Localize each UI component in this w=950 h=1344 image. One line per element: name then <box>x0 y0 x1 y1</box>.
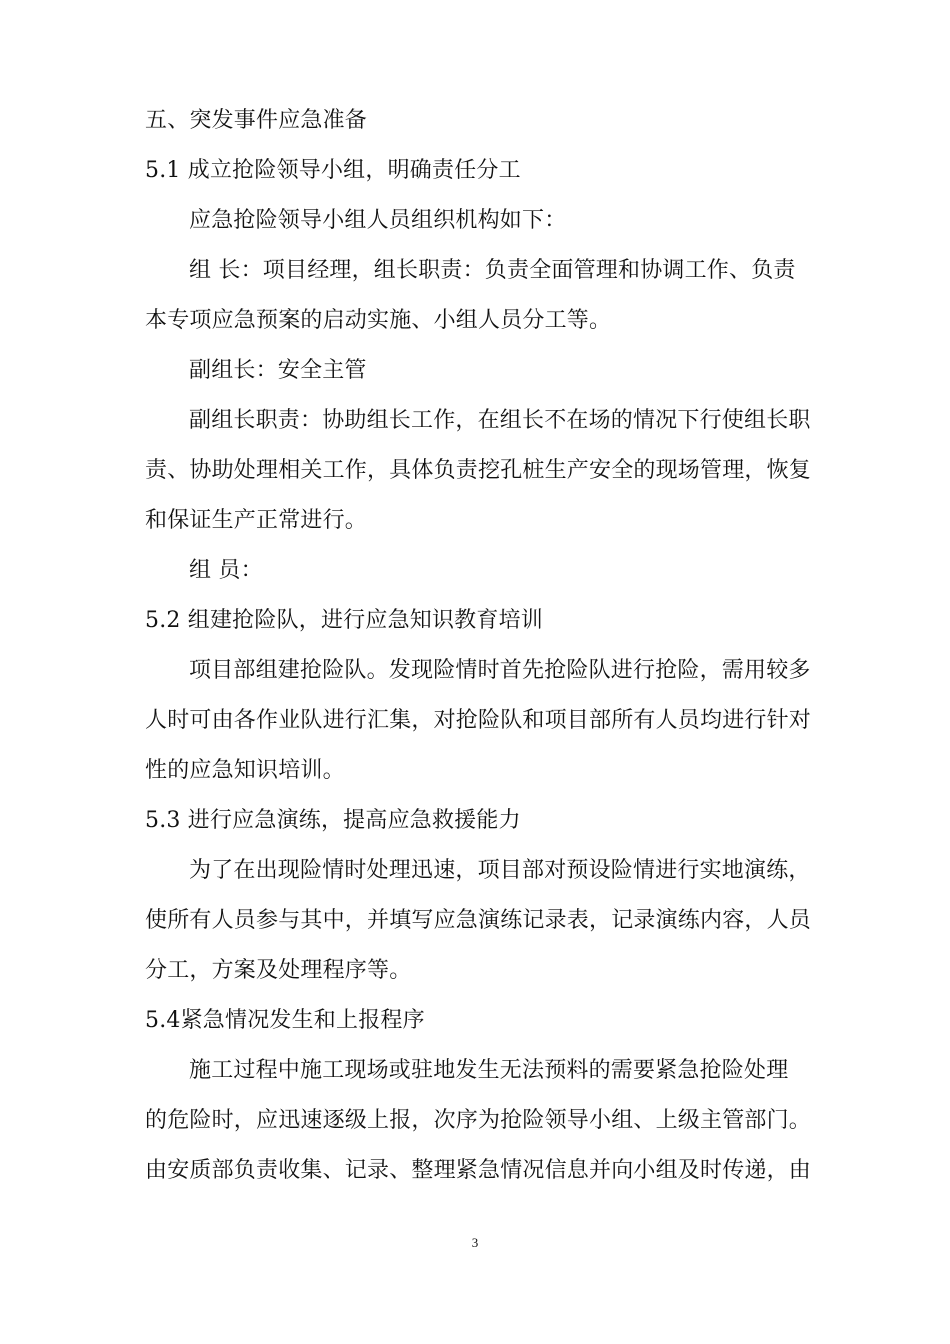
paragraph-line: 分工，方案及处理程序等。 <box>145 958 412 983</box>
paragraph-line: 使所有人员参与其中，并填写应急演练记录表，记录演练内容，人员 <box>145 908 812 933</box>
paragraph-line: 的危险时，应迅速逐级上报，次序为抢险领导小组、上级主管部门。 <box>145 1108 812 1133</box>
paragraph-line: 副组长职责：协助组长工作，在组长不在场的情况下行使组长职 <box>189 408 811 433</box>
page-number: 3 <box>471 1235 479 1250</box>
paragraph-line: 责、协助处理相关工作，具体负责挖孔桩生产安全的现场管理，恢复 <box>145 458 812 483</box>
subsection-heading-5-2: 5.2 组建抢险队，进行应急知识教育培训 <box>145 608 543 633</box>
paragraph-line: 项目部组建抢险队。发现险情时首先抢险队进行抢险，需用较多 <box>189 658 811 683</box>
paragraph-line: 应急抢险领导小组人员组织机构如下： <box>189 208 567 233</box>
paragraph-line: 副组长：安全主管 <box>189 358 367 383</box>
paragraph-line: 组 员： <box>189 558 263 583</box>
subsection-heading-5-1: 5.1 成立抢险领导小组，明确责任分工 <box>145 158 521 183</box>
paragraph-line: 组 长：项目经理，组长职责：负责全面管理和协调工作、负责 <box>189 258 796 283</box>
section-heading: 五、突发事件应急准备 <box>145 108 368 133</box>
paragraph-line: 为了在出现险情时处理迅速，项目部对预设险情进行实地演练， <box>189 858 811 883</box>
paragraph-line: 性的应急知识培训。 <box>145 758 345 783</box>
subsection-heading-5-4: 5.4紧急情况发生和上报程序 <box>145 1008 425 1033</box>
paragraph-line: 人时可由各作业队进行汇集，对抢险队和项目部所有人员均进行针对 <box>145 708 812 733</box>
paragraph-line: 施工过程中施工现场或驻地发生无法预料的需要紧急抢险处理 <box>189 1058 789 1083</box>
paragraph-line: 本专项应急预案的启动实施、小组人员分工等。 <box>145 308 612 333</box>
subsection-heading-5-3: 5.3 进行应急演练，提高应急救援能力 <box>145 808 521 833</box>
paragraph-line: 和保证生产正常进行。 <box>145 508 368 533</box>
paragraph-line: 由安质部负责收集、记录、整理紧急情况信息并向小组及时传递，由 <box>145 1158 812 1183</box>
